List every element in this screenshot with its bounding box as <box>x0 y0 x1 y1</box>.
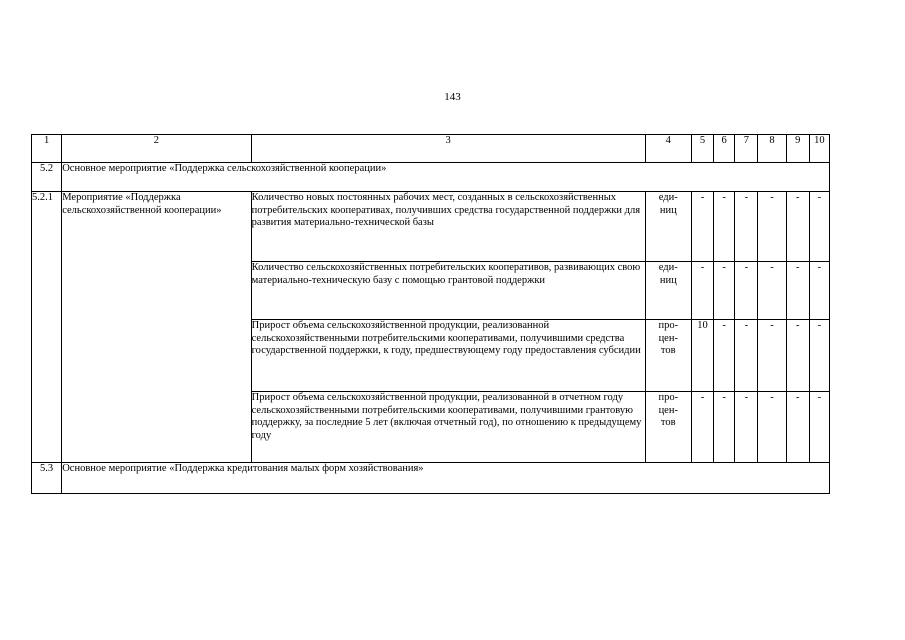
value-cell: - <box>714 192 735 262</box>
unit-text: про- цен- тов <box>658 392 679 429</box>
header-cell: 8 <box>758 135 786 163</box>
unit-cell <box>645 192 691 262</box>
value-cell: - <box>714 392 735 463</box>
section-number: 5.2 <box>32 163 62 192</box>
section-row-5-3 <box>32 463 830 494</box>
value-cell: - <box>786 262 809 320</box>
unit-text: еди- ниц <box>658 192 678 216</box>
value-cell: - <box>786 392 809 463</box>
value-cell: - <box>809 192 829 262</box>
value-cell: - <box>786 320 809 392</box>
section-title: Основное мероприятие «Поддержка кредитования малых форм хозяйствования» <box>62 463 830 494</box>
value-cell: - <box>786 192 809 262</box>
indicator-text: Количество сельскохозяйственных потребительских кооперативов, развивающих свою материально-техническую базу с помощью грантовой поддержки <box>251 262 645 320</box>
unit-cell <box>645 262 691 320</box>
header-cell: 4 <box>645 135 691 163</box>
value-cell: - <box>691 392 713 463</box>
unit-text: еди- ниц <box>658 262 678 286</box>
unit-cell <box>645 392 691 463</box>
header-cell: 9 <box>786 135 809 163</box>
value-cell: - <box>735 392 758 463</box>
value-cell: - <box>809 320 829 392</box>
value-cell: - <box>758 320 786 392</box>
header-cell: 2 <box>62 135 251 163</box>
header-cell: 6 <box>714 135 735 163</box>
measure-name: Мероприятие «Поддержка сельскохозяйственной кооперации» <box>62 192 251 463</box>
value-cell: - <box>735 192 758 262</box>
unit-cell <box>645 320 691 392</box>
header-cell: 1 <box>32 135 62 163</box>
indicator-text: Прирост объема сельскохозяйственной продукции, реализованной в отчетном году сельскохозяйственными потребительскими кооперативами, получившими грантовую поддержку, за последние 5 лет (включая отчетный год), по отношению к предыдущему году <box>251 392 645 463</box>
indicator-text: Прирост объема сельскохозяйственной продукции, реализованной сельскохозяйственными потребительскими кооперативами, получившими средства государственной поддержки, к году, предшествующему году предоставления субсидии <box>251 320 645 392</box>
page-number: 143 <box>444 91 461 103</box>
value-cell: - <box>714 262 735 320</box>
value-cell: - <box>714 320 735 392</box>
value-cell: - <box>735 262 758 320</box>
indicators-table <box>31 134 830 494</box>
header-cell: 3 <box>251 135 645 163</box>
value-cell: - <box>758 262 786 320</box>
value-cell: - <box>691 192 713 262</box>
measure-number: 5.2.1 <box>32 192 62 463</box>
value-cell: - <box>735 320 758 392</box>
value-cell: 10 <box>691 320 713 392</box>
table-row <box>32 192 830 262</box>
section-title: Основное мероприятие «Поддержка сельскохозяйственной кооперации» <box>62 163 830 192</box>
value-cell: - <box>691 262 713 320</box>
header-row <box>32 135 830 163</box>
header-cell: 10 <box>809 135 829 163</box>
header-cell: 5 <box>691 135 713 163</box>
value-cell: - <box>758 392 786 463</box>
value-cell: - <box>758 192 786 262</box>
value-cell: - <box>809 262 829 320</box>
unit-text: про- цен- тов <box>658 320 679 357</box>
section-row-5-2 <box>32 163 830 192</box>
section-number: 5.3 <box>32 463 62 494</box>
value-cell: - <box>809 392 829 463</box>
header-cell: 7 <box>735 135 758 163</box>
indicator-text: Количество новых постоянных рабочих мест, созданных в сельскохозяйственных потребительских кооперативах, получивших средства государственной поддержки для развития материально-технической базы <box>251 192 645 262</box>
